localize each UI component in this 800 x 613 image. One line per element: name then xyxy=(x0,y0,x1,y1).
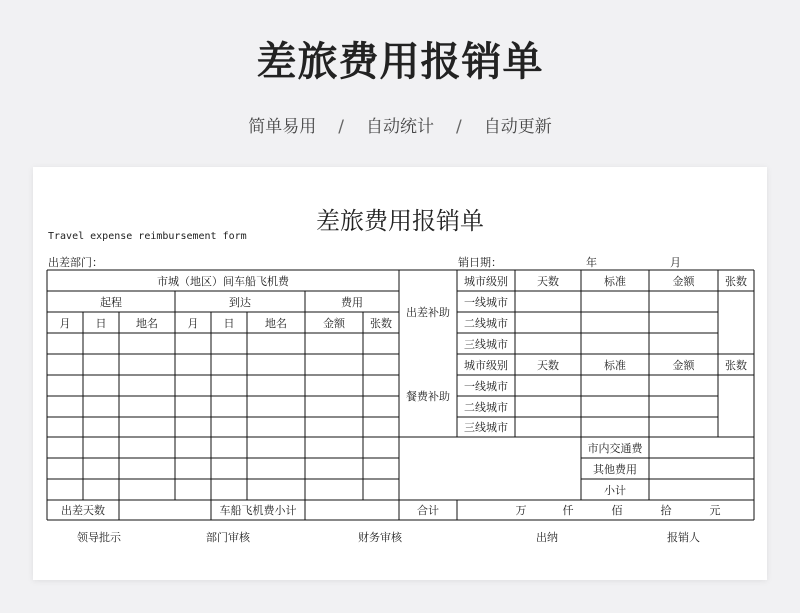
travel-city-level-header: 城市级别 xyxy=(464,274,508,288)
arrive-header: 到达 xyxy=(229,295,251,309)
dept-label: 出差部门： xyxy=(48,256,103,269)
meal-city-level-header: 城市级别 xyxy=(464,358,508,372)
tag-separator: / xyxy=(456,117,462,137)
tag-separator: / xyxy=(338,117,344,137)
unit-bai: 佰 xyxy=(611,504,623,517)
travel-standard-header: 标准 xyxy=(604,274,626,288)
signature-cashier: 出纳 xyxy=(536,531,558,544)
form-subtitle: Travel expense reimbursement form xyxy=(48,231,247,242)
depart-month-header: 月 xyxy=(59,316,71,330)
meal-allowance-label: 餐费补助 xyxy=(406,389,450,403)
cost-header: 费用 xyxy=(341,295,363,309)
unit-shi: 拾 xyxy=(660,504,672,517)
depart-place-header: 地名 xyxy=(136,316,158,330)
amount-header: 金额 xyxy=(323,316,345,330)
meal-tier3: 三线城市 xyxy=(464,421,508,434)
city-transport-label: 市内交通费 xyxy=(587,441,643,455)
travel-tier1: 一线城市 xyxy=(464,295,508,309)
depart-header: 起程 xyxy=(100,295,122,309)
date-label: 销日期： xyxy=(458,256,502,269)
travel-amount-header: 金额 xyxy=(672,274,695,288)
form-preview-card xyxy=(33,167,767,580)
meal-sheets-header: 张数 xyxy=(725,358,747,372)
travel-tier3: 三线城市 xyxy=(464,337,508,351)
other-fees-label: 其他费用 xyxy=(593,462,637,476)
subtotal-label: 小计 xyxy=(604,483,626,497)
arrive-place-header: 地名 xyxy=(265,316,287,330)
sheets-header: 张数 xyxy=(370,316,392,330)
depart-day-header: 日 xyxy=(95,316,107,330)
tag-auto-stat: 自动统计 xyxy=(366,117,434,137)
meal-amount-header: 金额 xyxy=(672,358,695,372)
feature-tags xyxy=(0,112,800,137)
travel-days-header: 天数 xyxy=(537,274,559,288)
tag-auto-update: 自动更新 xyxy=(483,117,552,137)
meal-days-header: 天数 xyxy=(537,358,559,372)
meal-tier1: 一线城市 xyxy=(464,379,508,393)
year-label: 年 xyxy=(586,256,597,269)
month-label: 月 xyxy=(670,256,681,269)
meal-tier2: 二线城市 xyxy=(464,400,508,414)
unit-yuan: 元 xyxy=(709,504,721,517)
signature-claimant: 报销人 xyxy=(667,531,700,544)
unit-qian: 仟 xyxy=(562,504,574,517)
travel-tier2: 二线城市 xyxy=(464,316,508,330)
travel-sheets-header: 张数 xyxy=(725,274,747,288)
tag-easy: 简单易用 xyxy=(248,117,317,137)
travel-days-label: 出差天数 xyxy=(61,504,105,517)
transport-header: 市城（地区）间车船飞机费 xyxy=(157,274,289,288)
transport-subtotal-label: 车船飞机费小计 xyxy=(219,504,297,517)
signature-leader: 领导批示 xyxy=(77,531,121,544)
signature-dept: 部门审核 xyxy=(206,531,250,544)
page-title: 差旅费用报销单 xyxy=(256,39,544,85)
unit-wan: 万 xyxy=(515,504,527,517)
arrive-month-header: 月 xyxy=(187,316,199,330)
travel-allowance-label: 出差补助 xyxy=(406,306,450,319)
signature-finance: 财务审核 xyxy=(358,531,402,544)
meal-standard-header: 标准 xyxy=(604,358,626,372)
arrive-day-header: 日 xyxy=(223,316,235,330)
form-title: 差旅费用报销单 xyxy=(316,207,484,235)
total-label: 合计 xyxy=(417,504,439,517)
